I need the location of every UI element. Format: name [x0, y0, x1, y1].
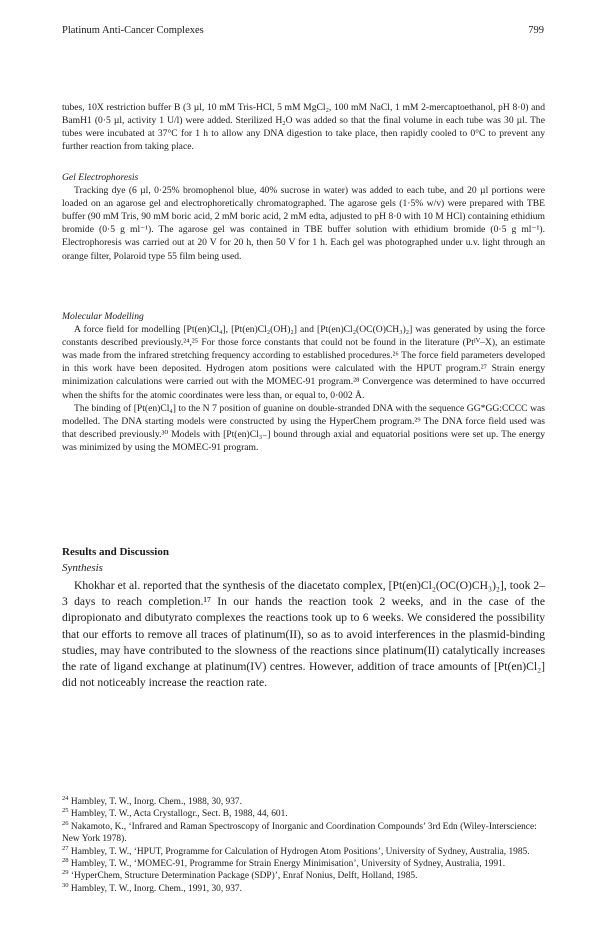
footnote-text: Nakamoto, K., ‘Infrared and Raman Spectroscopy of Inorganic and Coordination Compounds’ 3rd Edn (Wiley-Interscience: New York 1978). — [62, 821, 537, 845]
footnote-number: 28 — [62, 856, 69, 864]
footnote-text: Hambley, T. W., Acta Crystallogr., Sect. B, 1988, 44, 601. — [70, 809, 288, 820]
footnote-number: 30 — [62, 881, 69, 889]
synthesis-paragraph — [62, 578, 545, 691]
footnote-number: 26 — [62, 819, 69, 827]
gel-section — [62, 171, 545, 263]
footnote-text: Hambley, T. W., Inorg. Chem., 1988, 30, 937. — [70, 797, 242, 807]
footnote-text: Hambley, T. W., Inorg. Chem., 1991, 30, 937. — [70, 883, 242, 894]
footnote — [62, 870, 545, 882]
gel-paragraph: Tracking dye (6 µl, 0·25% bromophenol blue, 40% sucrose in water) was added to each tube, and 20 µl portions were loaded on an agarose gel and electrophoretically chromatographed. The agarose gels (1·5% w/v) were prepared with TBE buffer (90 mM Tris, 90 mM boric acid, 2 mM boric acid, 2 mM edta, adjusted to pH 8·0 with 10 M HCl) containing ethidium bromide (0·5 g ml⁻¹). The agarose gel was contained in TBE buffer solution with ethidium bromide (0·5 g ml⁻¹). Electrophoresis was carried out at 20 V for 20 h, then 50 V for 1 h. Each gel was photographed under u.v. light through an orange filter, Polaroid type 55 film being used. — [62, 185, 545, 262]
footnote — [62, 846, 545, 858]
synthesis-heading: Synthesis — [62, 562, 103, 574]
body-section-top — [62, 101, 545, 153]
modelling-section — [62, 310, 545, 454]
footnote — [62, 858, 545, 870]
modelling-paragraph-1: A force field for modelling [Pt(en)Cl₄], [Pt(en)Cl₂(OH)₂] and [Pt(en)Cl₂(OC(O)CH₃)₂] was generated by using the force constants described previously.²⁴,²⁵ For those force constants that could not be found in the literature (Ptᴵⱽ–X), an estimate was made from the infrared stretching frequency according to established procedures.²⁶ The force field parameters developed in this work have been deposited. Hydrogen atom positions were calculated with the HPUT program.²⁷ Strain energy minimization calculations were carried out with the MOMEC-91 program.²⁸ Convergence was determined to have occurred when the shifts for the atomic coordinates were less than, or equal to, 0·002 Å. — [62, 324, 545, 401]
results-heading: Results and Discussion — [62, 546, 169, 558]
modelling-heading: Molecular Modelling — [62, 311, 144, 322]
synthesis-text: Khokhar et al. reported that the synthesis of the diacetato complex, [Pt(en)Cl₂(OC(O)CH₃)₂], took 2–3 days to reach completion.¹⁷ In our hands the reaction took 2 weeks, and in the case of the dipropionato and dibutyrato complexes the reactions took up to 6 weeks. We considered the possibility that our efforts to remove all traces of platinum(II), so as to avoid interferences in the plasmid-binding studies, may have contributed to the slowness of the reactions since platinum(II) catalytically increases the rate of ligand exchange at platinum(IV) centres. However, addition of trace amounts of [Pt(en)Cl₂] did not noticeably increase the reaction rate. — [62, 579, 545, 690]
footnote-text: Hambley, T. W., ‘MOMEC-91, Programme for Strain Energy Minimisation’, University of Sydney, Australia, 1991. — [70, 859, 506, 870]
footnote-number: 27 — [62, 844, 69, 852]
footnote-number: 29 — [62, 869, 69, 877]
modelling-paragraph-2: The binding of [Pt(en)Cl₄] to the N 7 position of guanine on double-stranded DNA with the sequence GG*GG:CCCC was modelled. The DNA starting models were constructed by using the HyperChem program.²⁹ The DNA force field used was that described previously.³⁰ Models with [Pt(en)Cl₃₋] bound through axial and equatorial positions were set up. The energy was minimized by using the MOMEC-91 program. — [62, 402, 545, 453]
page-number: 799 — [528, 25, 544, 36]
running-title: Platinum Anti-Cancer Complexes — [62, 25, 204, 36]
top-paragraph: tubes, 10X restriction buffer B (3 µl, 10 mM Tris-HCl, 5 mM MgCl₂, 100 mM NaCl, 1 mM 2-mercaptoethanol, pH 8·0) and BamH1 (0·5 µl, activity 1 U/l) were added. Sterilized H₂O was added so that the final volume in each tube was 30 µl. The tubes were incubated at 37°C for 1 h to allow any DNA digestion to take place, then rapidly cooled to 0°C to prevent any further reaction from taking place. — [62, 102, 545, 153]
footnote-number: 24 — [62, 794, 69, 802]
footnote — [62, 796, 545, 808]
footnote — [62, 821, 545, 846]
footnote-text: ‘HyperChem, Structure Determination Package (SDP)’, Enraf Nonius, Delft, Holland, 1985. — [70, 871, 418, 882]
footnote — [62, 808, 545, 820]
footnotes — [62, 796, 545, 895]
gel-heading: Gel Electrophoresis — [62, 172, 139, 183]
footnote-number: 25 — [62, 807, 69, 815]
footnote-text: Hambley, T. W., ‘HPUT, Programme for Calculation of Hydrogen Atom Positions’, University of Sydney, Australia, 1985. — [70, 846, 530, 857]
page-header — [62, 25, 544, 41]
footnote — [62, 883, 545, 895]
